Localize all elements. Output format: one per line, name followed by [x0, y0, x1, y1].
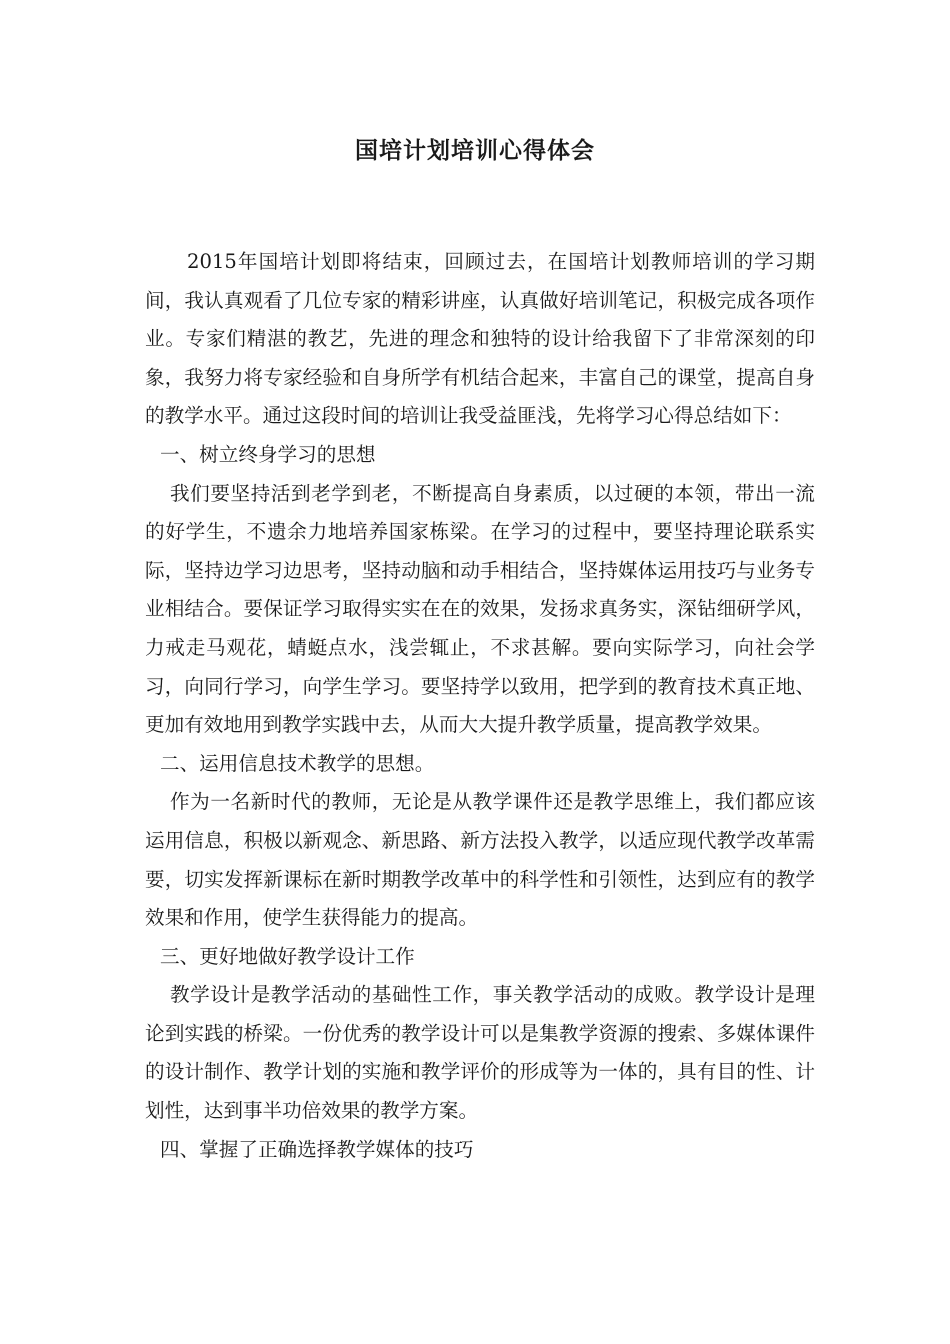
document-title: 国培计划培训心得体会: [355, 137, 595, 164]
section-paragraph-3: 教学设计是教学活动的基础性工作，事关教学活动的成败。教学设计是理论到实践的桥梁。一份优秀的教学设计可以是集教学资源的搜索、多媒体课件的设计制作、教学计划的实施和教学评价的形成等为一体的，具有目的性、计划性，达到事半功倍效果的教学方案。: [145, 983, 815, 1123]
section-paragraph-2: 作为一名新时代的教师，无论是从教学课件还是教学思维上，我们都应该运用信息，积极以新观念、新思路、新方法投入教学，以适应现代教学改革需要，切实发挥新课标在新时期教学改革中的科学性和引领性，达到应有的教学效果和作用，使学生获得能力的提高。: [145, 790, 815, 930]
section-heading-4: 四、掌握了正确选择教学媒体的技巧: [160, 1137, 474, 1161]
document-body: [145, 243, 815, 1169]
section-heading-2: 二、运用信息技术教学的思想。: [160, 751, 435, 775]
section-heading-1: 一、树立终身学习的思想: [160, 442, 376, 466]
section-paragraph-1: 我们要坚持活到老学到老，不断提高自身素质，以过硬的本领，带出一流的好学生，不遗余力地培养国家栋梁。在学习的过程中，要坚持理论联系实际，坚持边学习边思考，坚持动脑和动手相结合，坚持媒体运用技巧与业务专业相结合。要保证学习取得实实在在的效果，发扬求真务实，深钻细研学风，力戒走马观花，蜻蜓点水，浅尝辄止，不求甚解。要向实际学习，向社会学习，向同行学习，向学生学习。要坚持学以致用，把学到的教育技术真正地、更加有效地用到教学实践中去，从而大大提升教学质量，提高教学效果。: [145, 481, 815, 737]
section-heading-3: 三、更好地做好教学设计工作: [160, 944, 415, 968]
intro-paragraph: 2015年国培计划即将结束，回顾过去，在国培计划教师培训的学习期间，我认真观看了几位专家的精彩讲座，认真做好培训笔记，积极完成各项作业。专家们精湛的教艺，先进的理念和独特的设计给我留下了非常深刻的印象，我努力将专家经验和自身所学有机结合起来，丰富自己的课堂，提高自身的教学水平。通过这段时间的培训让我受益匪浅，先将学习心得总结如下：: [145, 250, 815, 428]
